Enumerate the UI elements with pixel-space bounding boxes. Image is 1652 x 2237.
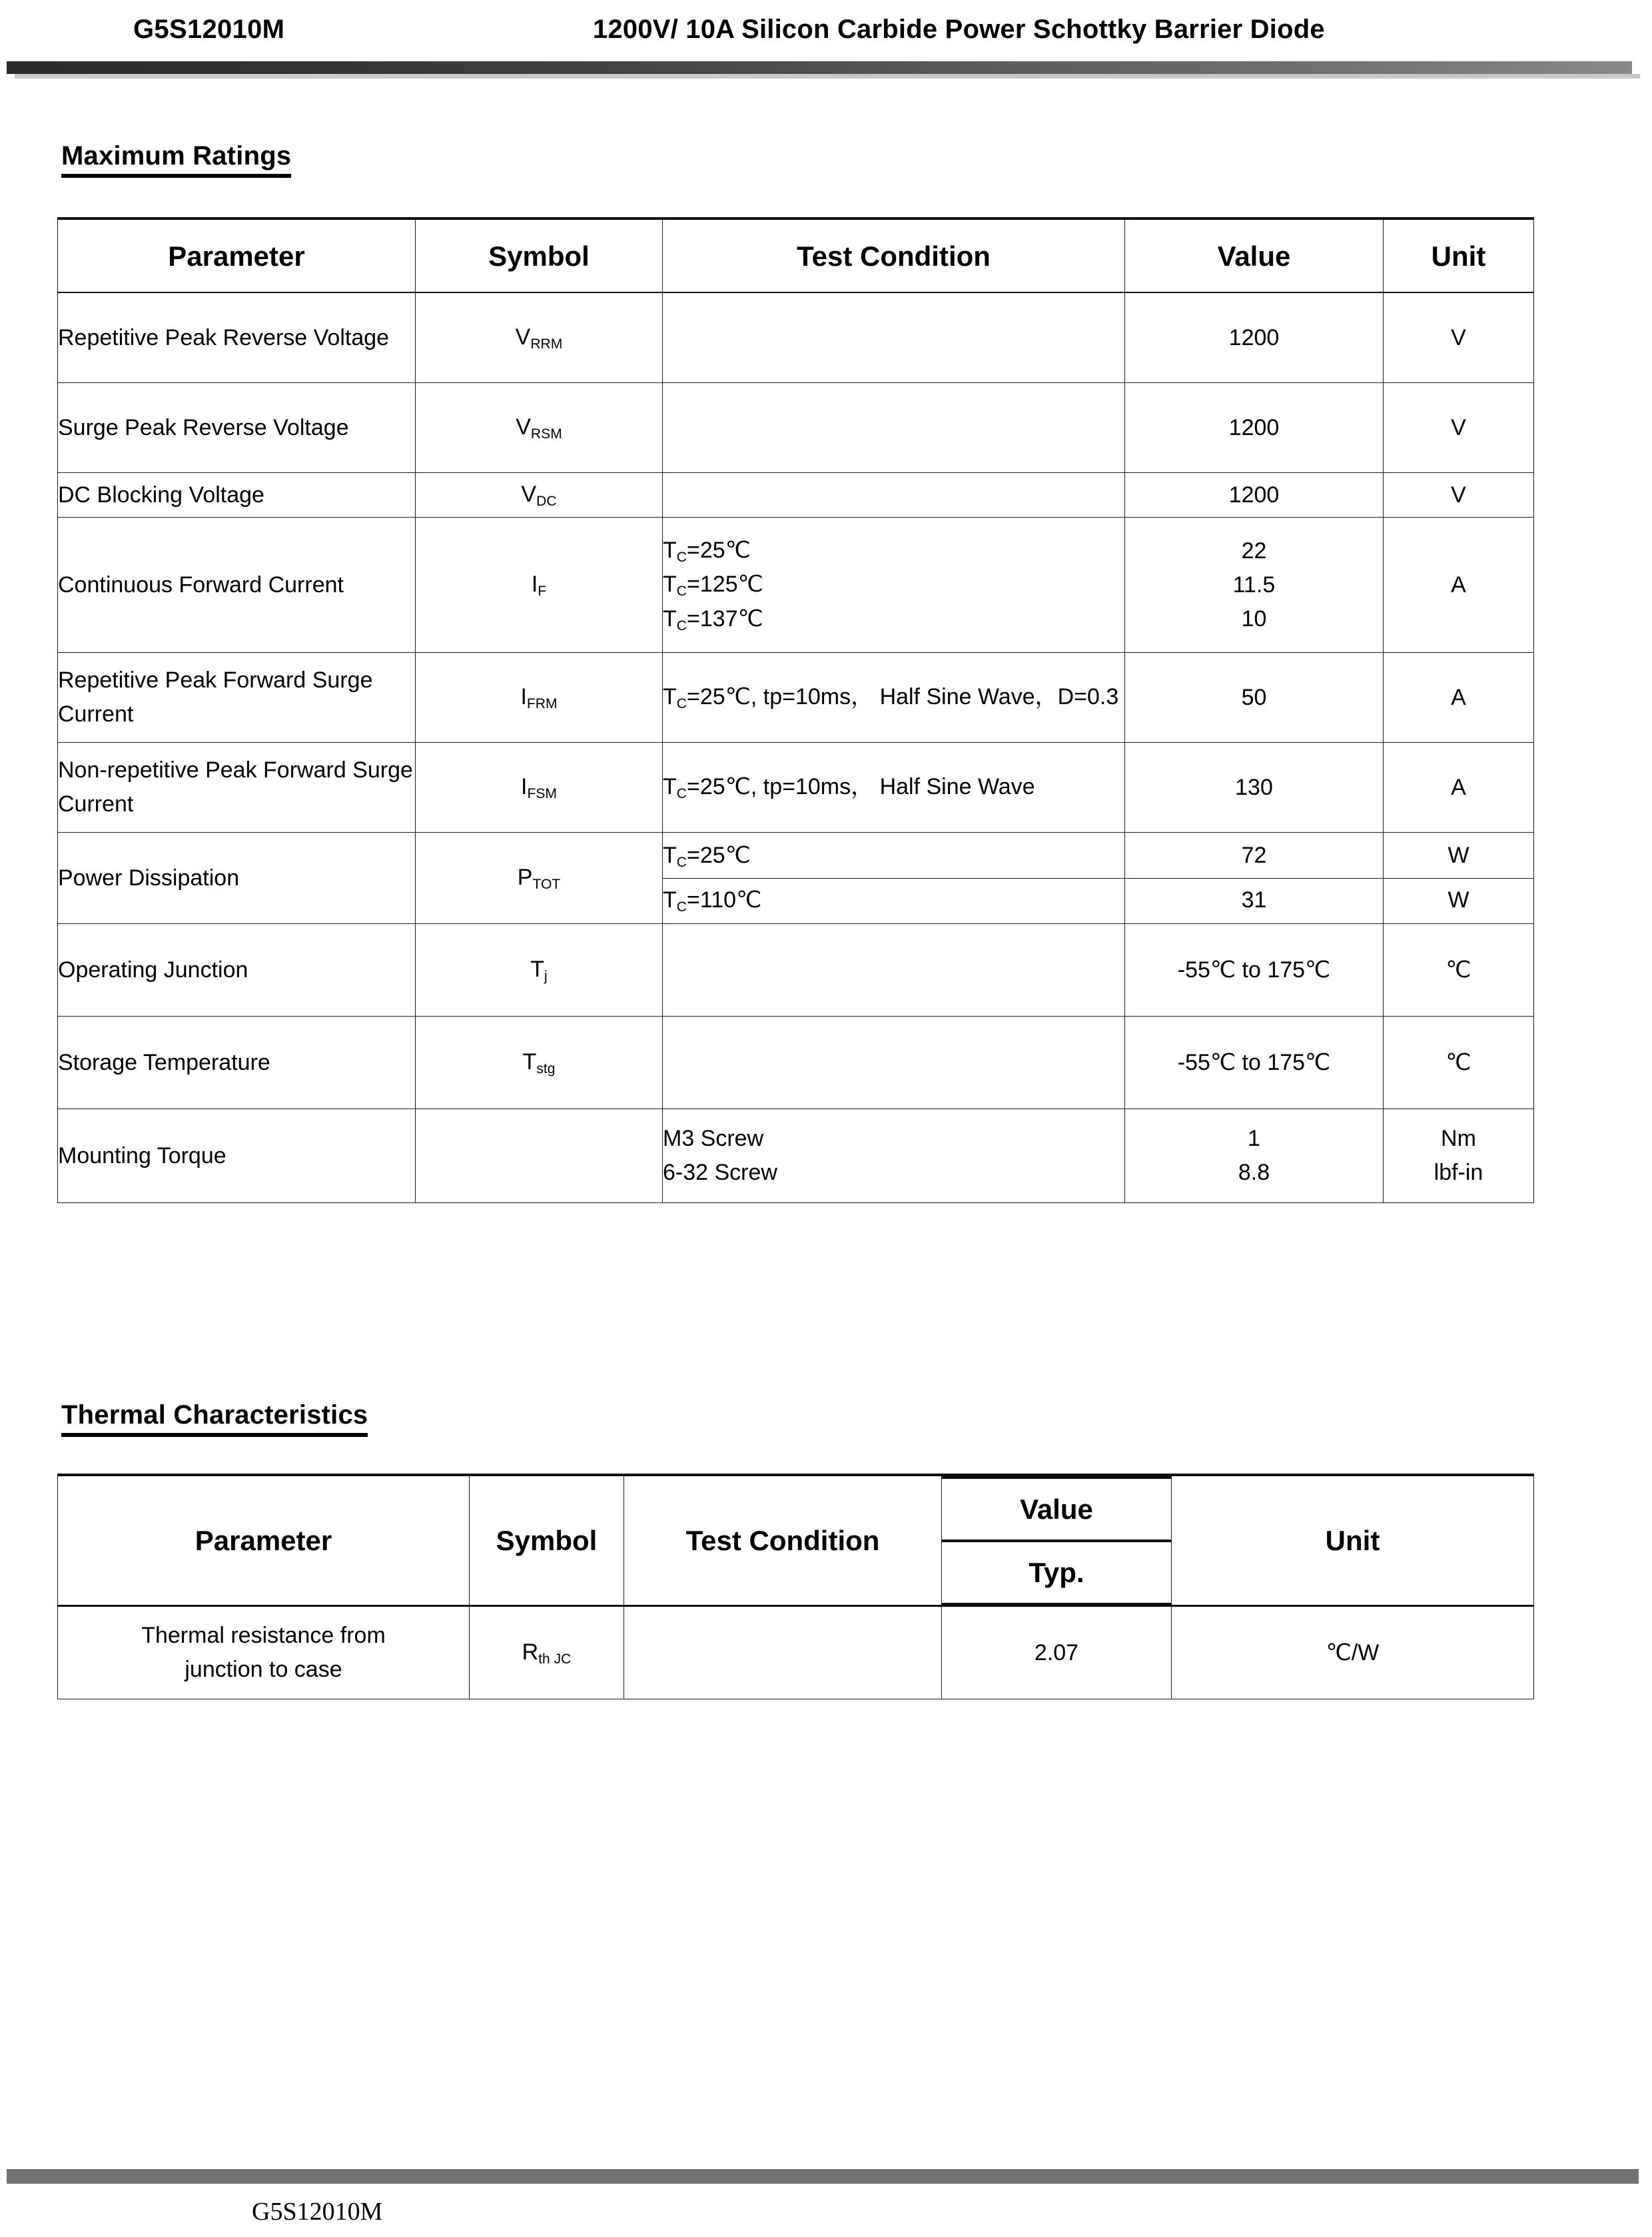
col-header-symbol: Symbol: [416, 219, 663, 292]
symbol-base: V: [521, 482, 537, 508]
row-symbol: [470, 1606, 624, 1699]
table-row: [58, 924, 1534, 1017]
symbol-base: T: [522, 1049, 537, 1075]
table-row: [58, 1109, 1534, 1203]
unit-item: W: [1384, 878, 1533, 923]
value-item: 8.8: [1238, 1160, 1270, 1185]
test-condition-item: 6-32 Screw: [663, 1160, 777, 1185]
row-test-condition: [663, 383, 1125, 473]
table-row: [58, 743, 1534, 833]
row-test-condition: $T_C=25℃$, tp=10ms， Half Sine Wave，D=0.3: [663, 653, 1125, 743]
row-value-group: [1125, 1109, 1384, 1203]
col-header-unit: Unit: [1384, 219, 1534, 292]
unit-item: W: [1447, 843, 1469, 868]
symbol-subscript: j: [544, 969, 548, 985]
value-item: 31: [1125, 878, 1383, 923]
row-symbol: [416, 1109, 663, 1203]
table-row: [58, 473, 1534, 518]
row-value-group: [1125, 518, 1384, 653]
symbol-subscript: F: [538, 584, 547, 600]
row-parameter-line: Thermal resistance from: [141, 1623, 386, 1648]
row-unit-group: [1384, 1109, 1534, 1203]
test-condition-item: $T_C=137℃$: [663, 606, 763, 634]
col-header-parameter: Parameter: [58, 219, 416, 292]
col-header-value: Value: [942, 1478, 1171, 1541]
section-title-maximum-ratings: [61, 141, 291, 171]
row-unit: A: [1384, 653, 1534, 743]
row-test-condition: [663, 292, 1125, 383]
row-parameter: Non-repetitive Peak Forward Surge Current: [58, 743, 416, 833]
value-item: 1: [1248, 1126, 1260, 1151]
row-symbol: [416, 924, 663, 1017]
row-parameter: Operating Junction: [58, 924, 416, 1017]
value-item: 72: [1241, 843, 1267, 868]
row-unit: V: [1384, 473, 1534, 518]
row-test-condition-group: [663, 518, 1125, 653]
symbol-subscript: stg: [536, 1061, 556, 1077]
test-condition-item: $T_C=125℃$: [663, 572, 763, 600]
symbol-subscript: FSM: [527, 786, 557, 802]
row-unit-split: [1384, 833, 1534, 924]
section-title-maximum-ratings-text: Maximum Ratings: [61, 141, 291, 178]
row-test-condition-group: [663, 1109, 1125, 1203]
row-value: 1200: [1125, 473, 1384, 518]
row-parameter: DC Blocking Voltage: [58, 473, 416, 518]
unit-item: Nm: [1441, 1126, 1476, 1151]
row-test-condition: [624, 1606, 942, 1699]
symbol-subscript: RRM: [530, 336, 563, 352]
symbol-base: I: [520, 684, 527, 710]
row-test-condition: [663, 473, 1125, 518]
table-row: [58, 653, 1534, 743]
page-footer: [0, 2156, 1652, 2237]
row-symbol: [416, 518, 663, 653]
row-symbol: [416, 653, 663, 743]
table-header-row: [58, 1475, 1534, 1606]
row-unit: ℃: [1384, 924, 1534, 1017]
col-header-test-condition: Test Condition: [663, 219, 1125, 292]
col-header-test-condition: Test Condition: [624, 1475, 942, 1606]
col-header-unit: Unit: [1172, 1475, 1534, 1606]
row-parameter: Repetitive Peak Reverse Voltage: [58, 292, 416, 383]
row-parameter: Storage Temperature: [58, 1017, 416, 1109]
col-header-value: Value: [1125, 219, 1384, 292]
table-row: [58, 292, 1534, 383]
header-gradient-rule: [7, 61, 1632, 74]
section-title-thermal-characteristics: [61, 1400, 368, 1430]
col-header-value-typ: Typ.: [942, 1541, 1171, 1604]
row-test-condition-split: [663, 833, 1125, 924]
row-test-condition: [663, 1017, 1125, 1109]
row-value: -55℃ to 175℃: [1125, 1017, 1384, 1109]
table-row: [58, 1017, 1534, 1109]
table-header-row: [58, 219, 1534, 292]
row-parameter-line: junction to case: [185, 1657, 342, 1682]
row-parameter: Surge Peak Reverse Voltage: [58, 383, 416, 473]
col-header-parameter: Parameter: [58, 1475, 470, 1606]
value-item: 10: [1241, 606, 1267, 632]
footer-part-number: G5S12010M: [252, 2198, 383, 2226]
symbol-base: I: [521, 774, 528, 800]
table-row: [58, 1606, 1534, 1699]
row-test-condition: $T_C=25℃$, tp=10ms， Half Sine Wave: [663, 743, 1125, 833]
symbol-base: I: [531, 572, 538, 598]
symbol-base: T: [530, 957, 545, 983]
symbol-subscript: RSM: [530, 426, 562, 442]
row-parameter: [58, 1606, 470, 1699]
row-symbol: [416, 383, 663, 473]
table-row: [58, 383, 1534, 473]
symbol-base: V: [515, 324, 531, 350]
row-symbol: [416, 473, 663, 518]
symbol-subscript: TOT: [532, 877, 561, 893]
page-header: [0, 0, 1652, 80]
value-item: 11.5: [1232, 572, 1276, 598]
row-value: -55℃ to 175℃: [1125, 924, 1384, 1017]
unit-item: lbf-in: [1434, 1160, 1483, 1185]
row-unit: ℃/W: [1172, 1606, 1534, 1699]
symbol-subscript: th JC: [538, 1651, 572, 1667]
table-row: [58, 518, 1534, 653]
row-unit: V: [1384, 383, 1534, 473]
row-value: 2.07: [942, 1606, 1172, 1699]
row-unit: V: [1384, 292, 1534, 383]
test-condition-item: $T_C=25℃$: [663, 537, 751, 565]
section-title-thermal-characteristics-text: Thermal Characteristics: [61, 1400, 368, 1437]
row-unit: A: [1384, 518, 1534, 653]
table-row: [58, 833, 1534, 924]
header-rule-shadow: [15, 74, 1640, 79]
header-part-number: G5S12010M: [133, 15, 285, 44]
thermal-characteristics-table: [57, 1474, 1534, 1699]
row-symbol: [416, 1017, 663, 1109]
row-parameter: Repetitive Peak Forward Surge Current: [58, 653, 416, 743]
row-value: 1200: [1125, 383, 1384, 473]
footer-rule: [7, 2169, 1639, 2184]
symbol-base: V: [516, 414, 531, 440]
col-header-symbol: Symbol: [470, 1475, 624, 1606]
maximum-ratings-table: [57, 217, 1534, 1203]
test-condition-item: $T_C=25℃$: [663, 842, 751, 870]
symbol-subscript: FRM: [526, 696, 558, 712]
row-unit: ℃: [1384, 1017, 1534, 1109]
row-symbol: [416, 833, 663, 924]
row-value: 1200: [1125, 292, 1384, 383]
row-test-condition: [663, 924, 1125, 1017]
row-parameter: Power Dissipation: [58, 833, 416, 924]
row-parameter: Continuous Forward Current: [58, 518, 416, 653]
row-symbol: [416, 743, 663, 833]
row-value-split: [1125, 833, 1384, 924]
value-item: 22: [1241, 538, 1267, 564]
symbol-base: R: [522, 1639, 539, 1665]
row-unit: A: [1384, 743, 1534, 833]
test-condition-item: $T_C=110℃$: [663, 878, 1124, 923]
header-title: 1200V/ 10A Silicon Carbide Power Schottky Barrier Diode: [593, 15, 1325, 44]
test-condition-item: M3 Screw: [663, 1126, 764, 1151]
row-symbol: [416, 292, 663, 383]
row-parameter: Mounting Torque: [58, 1109, 416, 1203]
row-value: 50: [1125, 653, 1384, 743]
row-value: 130: [1125, 743, 1384, 833]
symbol-base: P: [517, 865, 533, 891]
symbol-subscript: DC: [536, 494, 557, 510]
col-header-value-split: [942, 1475, 1172, 1606]
